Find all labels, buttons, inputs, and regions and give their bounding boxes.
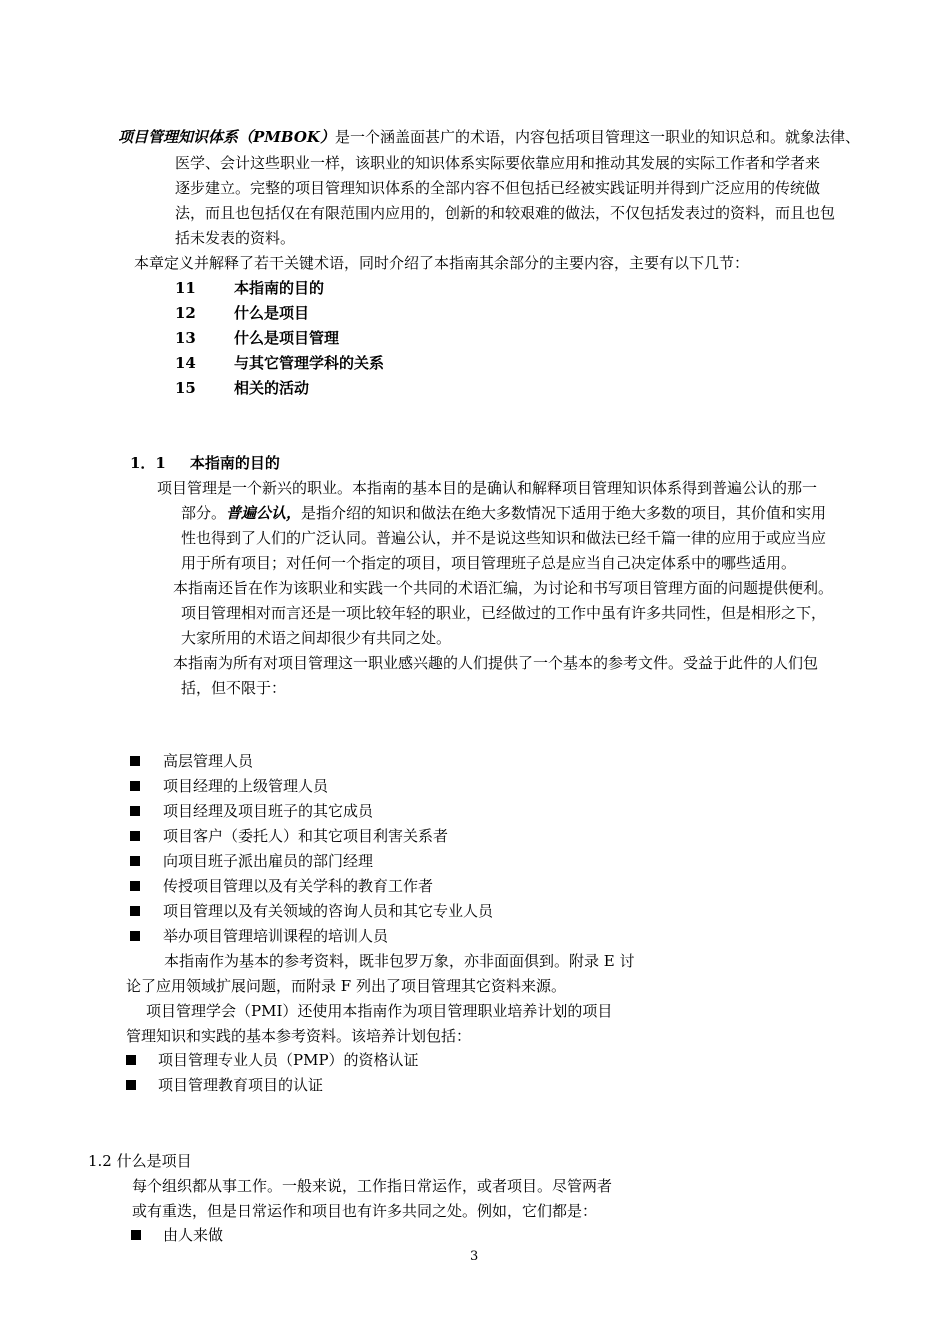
s11-p1-line-1: 项目管理是一个新兴的职业。本指南的基本目的是确认和解释项目管理知识体系得到普遍公认的那一 bbox=[157, 479, 818, 497]
square-bullet-icon bbox=[130, 756, 140, 766]
pmi-line-1: 项目管理学会（PMI）还使用本指南作为项目管理职业培养计划的项目 bbox=[146, 1002, 613, 1020]
square-bullet-icon bbox=[131, 1230, 141, 1240]
square-bullet-icon bbox=[130, 781, 140, 791]
section-1-1-title: 本指南的目的 bbox=[189, 454, 280, 472]
section-title: 与其它管理学科的关系 bbox=[234, 354, 385, 372]
s11-p1-line-4: 用于所有项目；对任何一个指定的项目，项目管理班子总是应当自己决定体系中的哪些适用。 bbox=[181, 554, 797, 572]
intro-line-2: 医学、会计这些职业一样，该职业的知识体系实际要依靠应用和推动其发展的实际工作者和学者来 bbox=[175, 154, 821, 172]
intro-line-5: 括未发表的资料。 bbox=[175, 229, 296, 247]
section-number: 12 bbox=[175, 304, 196, 322]
s11-p1-line-3: 性也得到了人们的广泛认同。普遍公认，并不是说这些知识和做法已经千篇一律的应用于或应当应 bbox=[181, 529, 827, 547]
section-1-1-heading bbox=[130, 453, 280, 473]
s11-p2-line-3: 大家所用的术语之间却很少有共同之处。 bbox=[181, 629, 452, 647]
square-bullet-icon bbox=[130, 881, 140, 891]
reference-line-2: 论了应用领域扩展问题，而附录 F 列出了项目管理其它资料来源。 bbox=[126, 977, 566, 995]
s11-p3-line-1: 本指南为所有对项目管理这一职业感兴趣的人们提供了一个基本的参考文件。受益于此件的人们包 bbox=[173, 654, 819, 672]
square-bullet-icon bbox=[126, 1080, 136, 1090]
section-title: 什么是项目 bbox=[234, 304, 310, 322]
chapter-overview-line: 本章定义并解释了若干关键术语，同时介绍了本指南其余部分的主要内容，主要有以下几节： bbox=[134, 254, 750, 272]
section-number: 11 bbox=[175, 279, 196, 297]
s11-p1-line-2: 部分。普遍公认，是指介绍的知识和做法在绝大多数情况下适用于绝大多数的项目，其价值和实用 bbox=[181, 504, 827, 522]
square-bullet-icon bbox=[130, 831, 140, 841]
page-number: 3 bbox=[470, 1249, 479, 1264]
square-bullet-icon bbox=[130, 906, 140, 916]
s11-p3-line-2: 括，但不限于： bbox=[181, 679, 287, 697]
section-title: 相关的活动 bbox=[234, 379, 310, 397]
section-1-1-number: 1．1 bbox=[130, 454, 166, 472]
square-bullet-icon bbox=[130, 931, 140, 941]
square-bullet-icon bbox=[130, 806, 140, 816]
section-title: 什么是项目管理 bbox=[234, 329, 340, 347]
pmbok-term: 项目管理知识体系（PMBOK） bbox=[118, 128, 335, 146]
s12-line-2: 或有重迭，但是日常运作和项目也有许多共同之处。例如，它们都是： bbox=[132, 1202, 598, 1220]
square-bullet-icon bbox=[130, 856, 140, 866]
section-1-2-heading: 1.2 什么是项目 bbox=[88, 1152, 192, 1170]
reference-line-1: 本指南作为基本的参考资料，既非包罗万象，亦非面面俱到。附录 E 讨 bbox=[164, 952, 635, 970]
intro-line-1: 项目管理知识体系（PMBOK）是一个涵盖面甚广的术语，内容包括项目管理这一职业的知识总和。就象法律、 bbox=[118, 128, 860, 146]
section-number: 14 bbox=[175, 354, 196, 372]
document-page: 项目管理知识体系（PMBOK）是一个涵盖面甚广的术语，内容包括项目管理这一职业的知识总和。就象法律、 医学、会计这些职业一样，该职业的知识体系实际要依靠应用和推动其发展的实际工作者和学者来 逐步建立。完整的项目管理知识体系的全部内容不但包括已经被实践证明并得到广泛应用的传统做 法，而且也包括仅在有限范围内应用的，创新的和较艰难的做法，不仅包括发表过的资料，而且也包 括未发表的资料。 本章定义并解释了若干关键术语，同时介绍了本指南其余部分的主要内容，主要有以下几节： 11 本指南的目的 12 什么是项目 13 什么是项目管理 14 与其它管理学科的关系 15 相关的活动 1．1 本指南的目的 项目管理是一个新兴的职业。本指南的基本目的是确认和解释项目管理知识体系得到普遍公认的那一 部分。普遍公认，是指介绍的知识和做法在绝大多数情况下适用于绝大多数的项目，其价值和实用 性也得到了人们的广泛认同。普遍公认，并不是说这些知识和做法已经千篇一律的应用于或应当应 用于所有项目；对任何一个指定的项目，项目管理班子总是应当自己决定体系中的哪些适用。 本指南还旨在作为该职业和实践一个共同的术语汇编，为讨论和书写项目管理方面的问题提供便利。 项目管理相对而言还是一项比较年轻的职业，已经做过的工作中虽有许多共同性，但是相形之下， 大家所用的术语之间却很少有共同之处。 本指南为所有对项目管理这一职业感兴趣的人们提供了一个基本的参考文件。受益于此件的人们包 括，但不限于： 高层管理人员 项目经理的上级管理人员 项目经理及项目班子的其它成员 项目客户（委托人）和其它项目利害关系者 向项目班子派出雇员的部门经理 传授项目管理以及有关学科的教育工作者 项目管理以及有关领域的咨询人员和其它专业人员 举办项目管理培训课程的培训人员 本指南作为基本的参考资料，既非包罗万象，亦非面面俱到。附录 E 讨 论了应用领域扩展问题，而附录 F 列出了项目管理其它资料来源。 项目管理学会（PMI）还使用本指南作为项目管理职业培养计划的项目 管理知识和实践的基本参考资料。该培养计划包括： 项目管理专业人员（PMP）的资格认证 项目管理教育项目的认证 1.2 什么是项目 每个组织都从事工作。一般来说，工作指日常运作，或者项目。尽管两者 或有重迭，但是日常运作和项目也有许多共同之处。例如，它们都是： 由人来做 3 bbox=[88, 128, 860, 1264]
s11-p2-line-2: 项目管理相对而言还是一项比较年轻的职业，已经做过的工作中虽有许多共同性，但是相形之下， bbox=[181, 604, 827, 622]
section-number: 13 bbox=[175, 329, 196, 347]
pmi-line-2: 管理知识和实践的基本参考资料。该培养计划包括： bbox=[126, 1027, 472, 1045]
s11-p2-line-1: 本指南还旨在作为该职业和实践一个共同的术语汇编，为讨论和书写项目管理方面的问题提供便利。 bbox=[173, 579, 834, 597]
generally-accepted-term: 普遍公认， bbox=[226, 504, 302, 522]
intro-line-3: 逐步建立。完整的项目管理知识体系的全部内容不但包括已经被实践证明并得到广泛应用的传统做 bbox=[175, 179, 821, 197]
section-number: 15 bbox=[175, 379, 196, 397]
s12-line-1: 每个组织都从事工作。一般来说，工作指日常运作，或者项目。尽管两者 bbox=[132, 1177, 613, 1195]
square-bullet-icon bbox=[126, 1055, 136, 1065]
section-title: 本指南的目的 bbox=[234, 279, 325, 297]
intro-line-4: 法，而且也包括仅在有限范围内应用的，创新的和较艰难的做法，不仅包括发表过的资料，而且也包 bbox=[175, 204, 836, 222]
